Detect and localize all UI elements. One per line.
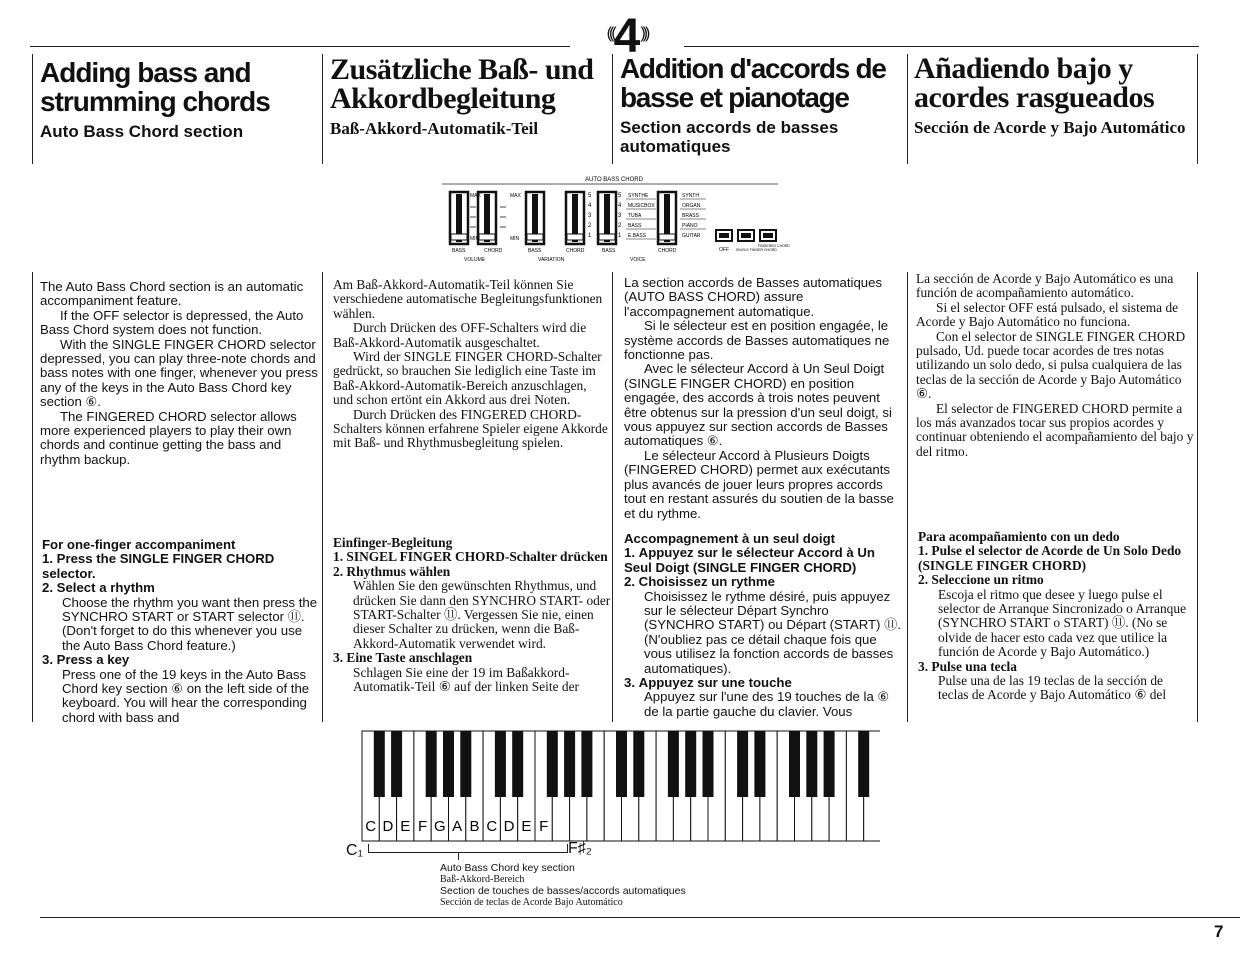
label-chord-1: CHORD bbox=[484, 248, 503, 254]
step-fr-2-num: 2. bbox=[624, 574, 635, 590]
slider-voice-chord[interactable] bbox=[658, 192, 676, 244]
step-fr-3 bbox=[624, 676, 902, 719]
scale-4b: 4 bbox=[618, 203, 622, 209]
intro-en bbox=[40, 280, 318, 467]
voice-left-2: MUSICBOX bbox=[628, 203, 655, 209]
label-off: OFF bbox=[719, 247, 729, 253]
body-divider-2 bbox=[322, 272, 323, 722]
page-number: 7 bbox=[1214, 922, 1224, 941]
subtitle-fr: Section accords de basses automatiques bbox=[620, 118, 839, 156]
step-fr-1-title: Appuyez sur le sélecteur Accord à Un Seul Doigt (SINGLE FINGER CHORD) bbox=[624, 545, 875, 575]
step-de-2-title: Rhythmus wählen bbox=[346, 563, 451, 579]
black-key[interactable] bbox=[391, 731, 402, 797]
step-en-1 bbox=[42, 552, 320, 581]
subtitle-de: Baß-Akkord-Automatik-Teil bbox=[330, 119, 539, 138]
intro-fr bbox=[624, 276, 902, 521]
body-divider-1 bbox=[32, 272, 33, 722]
intro-de-p3: Wird der SINGLE FINGER CHORD-Schalter gedrückt, so brauchen Sie lediglich eine Taste im Baß-Akkord-Automatik-Bereich anzuschlagen, und schon ertönt ein Akkord aus drei Noten. bbox=[333, 349, 602, 408]
scale-1: 1 bbox=[588, 233, 592, 239]
black-key[interactable] bbox=[824, 731, 835, 797]
fingered-chord-button[interactable] bbox=[760, 230, 776, 241]
intro-en-p3: With the SINGLE FINGER CHORD selector depressed, you can play three-note chords and bass notes with one finger, whenever you press any of the keys in the Auto Bass Chord key section ⑥. bbox=[40, 336, 318, 410]
step-fr-2-text: Choisissez le rythme désiré, puis appuyez sur le sélecteur Départ Synchro (SYNCHRO START) ou Départ (START) ⑪. (N'oubliez pas ce détail chaque fois que vous utilisez la fonction accords de basses automatiques). bbox=[644, 588, 901, 676]
black-key[interactable] bbox=[443, 731, 454, 797]
black-key[interactable] bbox=[668, 731, 679, 797]
max-label-1: MAX bbox=[470, 193, 481, 199]
voice-right-5: GUITAR bbox=[682, 233, 701, 239]
step-fr-3-title: Appuyez sur une touche bbox=[638, 675, 792, 691]
intro-en-p1: The Auto Bass Chord section is an automatic accompaniment feature. bbox=[40, 279, 304, 309]
intro-es-p2: Si el selector OFF está pulsado, el sistema de Acorde y Bajo Automático no funciona. bbox=[916, 299, 1179, 330]
scale-4: 4 bbox=[588, 203, 592, 209]
step-fr-2 bbox=[624, 575, 902, 676]
section-heading-es: Para acompañamiento con un dedo bbox=[918, 530, 1120, 544]
black-key[interactable] bbox=[374, 731, 385, 797]
step-de-3-num: 3. bbox=[333, 650, 344, 666]
black-key[interactable] bbox=[616, 731, 627, 797]
intro-es-p1: La sección de Acorde y Bajo Automático es una función de acompañamiento automático. bbox=[916, 271, 1174, 301]
slider-volume-chord[interactable] bbox=[478, 192, 496, 244]
chapter-number: 4 bbox=[613, 10, 641, 63]
scale-2: 2 bbox=[588, 223, 592, 229]
col-divider-3 bbox=[612, 54, 613, 164]
slider-voice-bass[interactable] bbox=[598, 192, 616, 244]
black-key[interactable] bbox=[426, 731, 437, 797]
key-note-label: D bbox=[382, 818, 394, 835]
voice-left-1: SYNTHE bbox=[628, 193, 649, 199]
scale-5b: 5 bbox=[618, 193, 622, 199]
range-bracket-mid bbox=[458, 852, 459, 860]
step-es-3-title: Pulse una tecla bbox=[931, 658, 1017, 674]
intro-de-p1: Am Baß-Akkord-Automatik-Teil können Sie verschiedene automatische Begleitungsfunktionen wählen. bbox=[333, 277, 603, 321]
black-key[interactable] bbox=[512, 731, 523, 797]
key-note-label: F bbox=[539, 818, 549, 835]
step-es-1-num: 1. bbox=[918, 543, 929, 559]
black-key[interactable] bbox=[495, 731, 506, 797]
step-de-2-text: Wählen Sie den gewünschten Rhythmus, und drücken Sie dann den SYNCHRO START- oder START-Schalter ⑪. Vergessen Sie nie, einen dieser Schalter zu drücken, wenn die Baß-Akkord-Automatik verwendet wird. bbox=[353, 578, 611, 651]
title-fr: Addition d'accords de basse et pianotage bbox=[620, 53, 886, 113]
black-key[interactable] bbox=[685, 731, 696, 797]
key-note-label: C bbox=[365, 818, 377, 835]
off-button[interactable] bbox=[716, 230, 732, 241]
slider-variation-chord[interactable] bbox=[566, 192, 584, 244]
black-key[interactable] bbox=[754, 731, 765, 797]
section-heading-de: Einfinger-Begleitung bbox=[333, 536, 453, 550]
black-key[interactable] bbox=[547, 731, 558, 797]
step-fr-1 bbox=[624, 546, 902, 575]
black-key[interactable] bbox=[737, 731, 748, 797]
steps-de bbox=[333, 536, 611, 724]
step-de-2 bbox=[333, 565, 611, 651]
black-key[interactable] bbox=[858, 731, 869, 797]
key-note-label: C bbox=[486, 818, 498, 835]
label-bass-1: BASS bbox=[452, 248, 466, 254]
voice-right-3: BRASS bbox=[682, 213, 699, 219]
step-de-2-num: 2. bbox=[333, 563, 344, 579]
step-es-2-title: Seleccione un ritmo bbox=[931, 572, 1044, 588]
intro-fr-p1: La section accords de Basses automatiques (AUTO BASS CHORD) assure l'accompagnement automatique. bbox=[624, 275, 883, 319]
step-es-2-text: Escoja el ritmo que desee y luego pulse el selector de Arranque Sincronizado o Arranque (SYNCHRO START o START) ⑪. (No se olvide de hacer esto cada vez que utilice la función de Acorde y Bajo Automático.) bbox=[938, 586, 1187, 660]
key-note-label: F bbox=[417, 818, 428, 835]
panel-title: AUTO BASS CHORD bbox=[585, 177, 643, 183]
step-de-1-title: SINGEL FINGER CHORD-Schalter drücken bbox=[346, 549, 608, 565]
intro-fr-p3: Avec le sélecteur Accord à Un Seul Doigt (SINGLE FINGER CHORD) en position engagée, des accords à trois notes peuvent être obtenus sur la pression d'un seul doigt, si vous appuyez sur section accords de Basses automatiques ⑥. bbox=[624, 361, 892, 449]
step-fr-1-num: 1. bbox=[624, 545, 635, 561]
step-en-2-text: Choose the rhythm you want then press the SYNCHRO START or START selector ⑪. (Don't forget to do this whenever you use the Auto Bass Chord feature.) bbox=[62, 594, 318, 653]
intro-de-p2: Durch Drücken des OFF-Schalters wird die Baß-Akkord-Automatik ausgeschaltet. bbox=[333, 320, 587, 350]
keyboard-caption bbox=[440, 862, 840, 908]
step-en-3 bbox=[42, 653, 320, 724]
heading-es bbox=[914, 54, 1196, 137]
caption-de: Baß-Akkord-Bereich bbox=[440, 874, 525, 885]
voice-left-5: E.BASS bbox=[628, 233, 647, 239]
step-en-1-title: Press the SINGLE FINGER CHORD selector. bbox=[42, 551, 275, 581]
subtitle-es: Sección de Acorde y Bajo Automático bbox=[914, 118, 1186, 137]
subtitle-en: Auto Bass Chord section bbox=[40, 122, 244, 141]
scale-1b: 1 bbox=[618, 233, 622, 239]
header-rule-left bbox=[30, 46, 570, 47]
steps-en bbox=[42, 538, 320, 724]
step-en-3-text: Press one of the 19 keys in the Auto Bass Chord key section ⑥ on the left side of the keyboard. You will hear the corresponding chord with bass and bbox=[62, 666, 310, 724]
heading-fr bbox=[620, 54, 905, 156]
key-note-label: E bbox=[521, 818, 532, 835]
scale-3: 3 bbox=[588, 213, 592, 219]
intro-es-p4: El selector de FINGERED CHORD permite a los más avanzados tocar sus propios acordes y continuar obteniendo el acompañamiento del bajo y del ritmo. bbox=[916, 400, 1194, 459]
key-note-label: E bbox=[400, 818, 411, 835]
max-label-2: MAX bbox=[510, 193, 521, 199]
intro-es bbox=[916, 272, 1194, 459]
section-heading-en: For one-finger accompaniment bbox=[42, 538, 236, 552]
scale-5: 5 bbox=[588, 193, 592, 199]
slider-variation-bass[interactable] bbox=[526, 192, 544, 244]
black-key[interactable] bbox=[806, 731, 817, 797]
col-divider-5 bbox=[1197, 54, 1198, 164]
step-fr-2-title: Choisissez un rythme bbox=[638, 574, 775, 590]
step-en-3-num: 3. bbox=[42, 652, 53, 668]
slider-volume-bass[interactable] bbox=[450, 192, 468, 244]
voice-right-2: ORGAN bbox=[682, 203, 701, 209]
body-divider-5 bbox=[1197, 272, 1198, 722]
intro-fr-p4: Le sélecteur Accord à Plusieurs Doigts (FINGERED CHORD) permet aux exécutants plus avancés de jouer leurs propres accords tout en restant assurés du soutien de la basse et du rythme. bbox=[624, 447, 894, 521]
range-bracket-left bbox=[368, 844, 369, 853]
single-finger-chord-button[interactable] bbox=[738, 230, 754, 241]
black-key[interactable] bbox=[789, 731, 800, 797]
black-key[interactable] bbox=[633, 731, 644, 797]
step-en-2-title: Select a rhythm bbox=[56, 580, 155, 596]
black-key[interactable] bbox=[581, 731, 592, 797]
step-es-3-num: 3. bbox=[918, 658, 929, 674]
label-chord-2: CHORD bbox=[566, 248, 585, 254]
auto-bass-chord-panel bbox=[440, 172, 800, 264]
label-variation: VARIATION bbox=[538, 257, 565, 263]
range-end-label: F♯₂ bbox=[568, 840, 592, 857]
voice-left-3: TUBA bbox=[628, 213, 642, 219]
key-note-label: G bbox=[434, 818, 446, 835]
steps-es bbox=[918, 530, 1194, 724]
intro-en-p2: If the OFF selector is depressed, the Auto Bass Chord system does not function. bbox=[40, 307, 304, 338]
step-de-1-num: 1. bbox=[333, 549, 344, 565]
intro-de bbox=[333, 278, 609, 451]
intro-en-p4: The FINGERED CHORD selector allows more experienced players to play their own chords and continue getting the bass and rhythm backup. bbox=[40, 408, 297, 467]
label-fingered: FINGERED CHORD bbox=[758, 244, 790, 248]
voice-left-4: BASS bbox=[628, 223, 642, 229]
header-rule-right bbox=[684, 46, 1199, 47]
step-en-1-num: 1. bbox=[42, 551, 53, 567]
scale-2b: 2 bbox=[618, 223, 622, 229]
key-note-label: A bbox=[452, 818, 463, 835]
section-heading-fr: Accompagnement à un seul doigt bbox=[624, 532, 836, 546]
step-fr-3-text: Appuyez sur l'une des 19 touches de la ⑥ de la partie gauche du clavier. Vous bbox=[644, 689, 890, 719]
caption-en: Auto Bass Chord key section bbox=[440, 862, 575, 874]
black-key[interactable] bbox=[460, 731, 471, 797]
title-de: Zusätzliche Baß- und Akkordbegleitung bbox=[330, 53, 594, 115]
step-es-1-title: Pulse el selector de Acorde de Un Solo Dedo (SINGLE FINGER CHORD) bbox=[918, 543, 1182, 573]
label-chord-3: CHORD bbox=[658, 248, 677, 254]
step-es-1 bbox=[918, 544, 1194, 573]
sound-wave-left-icon: ((( bbox=[606, 25, 614, 42]
step-en-3-title: Press a key bbox=[56, 652, 130, 668]
col-divider-4 bbox=[907, 54, 908, 164]
footer-rule bbox=[40, 917, 1240, 918]
keyboard-illustration bbox=[360, 730, 880, 842]
step-de-1 bbox=[333, 550, 611, 564]
heading-en bbox=[40, 58, 318, 141]
voice-right-1: SYNTH bbox=[682, 193, 699, 199]
step-es-2 bbox=[918, 573, 1194, 659]
min-label-1: MIN bbox=[470, 236, 480, 242]
step-de-3-title: Eine Taste anschlagen bbox=[346, 650, 473, 666]
key-note-label: D bbox=[503, 818, 515, 835]
intro-es-p3: Con el selector de SINGLE FINGER CHORD pulsado, Ud. puede tocar acordes de tres notas utilizando un solo dedo, si pulsa cualquiera de las teclas de la sección de Acorde y Bajo Automático ⑥. bbox=[916, 328, 1186, 402]
intro-de-p4: Durch Drücken des FINGERED CHORD-Schalters können erfahrene Spieler eigene Akkorde mit Baß- und Rhythmusbegleitung spielen. bbox=[333, 406, 608, 451]
black-key[interactable] bbox=[703, 731, 714, 797]
step-es-3 bbox=[918, 660, 1194, 703]
range-bracket-line bbox=[368, 852, 568, 853]
label-volume: VOLUME bbox=[464, 257, 486, 263]
range-start-label: C₁ bbox=[346, 842, 363, 859]
caption-fr: Section de touches de basses/accords automatiques bbox=[440, 885, 686, 897]
body-divider-4 bbox=[907, 272, 908, 722]
label-bass-2: BASS bbox=[528, 248, 542, 254]
intro-fr-p2: Si le sélecteur est en position engagée, le système accords de Basses automatiques ne fonctionne pas. bbox=[624, 318, 890, 363]
key-note-label: B bbox=[469, 818, 480, 835]
label-bass-3: BASS bbox=[602, 248, 616, 254]
title-en: Adding bass and strumming chords bbox=[40, 57, 270, 117]
step-en-2 bbox=[42, 581, 320, 653]
step-fr-3-num: 3. bbox=[624, 675, 635, 691]
steps-fr bbox=[624, 532, 902, 724]
min-label-2: MIN bbox=[510, 236, 520, 242]
black-key[interactable] bbox=[564, 731, 575, 797]
title-es: Añadiendo bajo y acordes rasgueados bbox=[914, 52, 1155, 114]
scale-3b: 3 bbox=[618, 213, 622, 219]
body-divider-3 bbox=[612, 272, 613, 722]
col-divider-2 bbox=[322, 54, 323, 164]
voice-right-4: PIANO bbox=[682, 223, 698, 229]
col-divider-1 bbox=[32, 54, 33, 164]
label-voice: VOICE bbox=[630, 257, 646, 263]
step-de-3-text: Schlagen Sie eine der 19 im Baßakkord-Automatik-Teil ⑥ auf der linken Seite der bbox=[353, 664, 579, 695]
step-de-3 bbox=[333, 651, 611, 694]
heading-de bbox=[330, 55, 610, 138]
caption-es: Sección de teclas de Acorde Bajo Automático bbox=[440, 897, 623, 908]
step-es-3-text: Pulse una de las 19 teclas de la sección de teclas de Acorde y Bajo Automático ⑥ del bbox=[938, 673, 1167, 703]
label-single-finger: SINGLE FINGER CHORD bbox=[736, 248, 777, 252]
step-en-2-num: 2. bbox=[42, 580, 53, 596]
step-es-2-num: 2. bbox=[918, 572, 929, 588]
sound-wave-right-icon: ))) bbox=[640, 25, 648, 42]
